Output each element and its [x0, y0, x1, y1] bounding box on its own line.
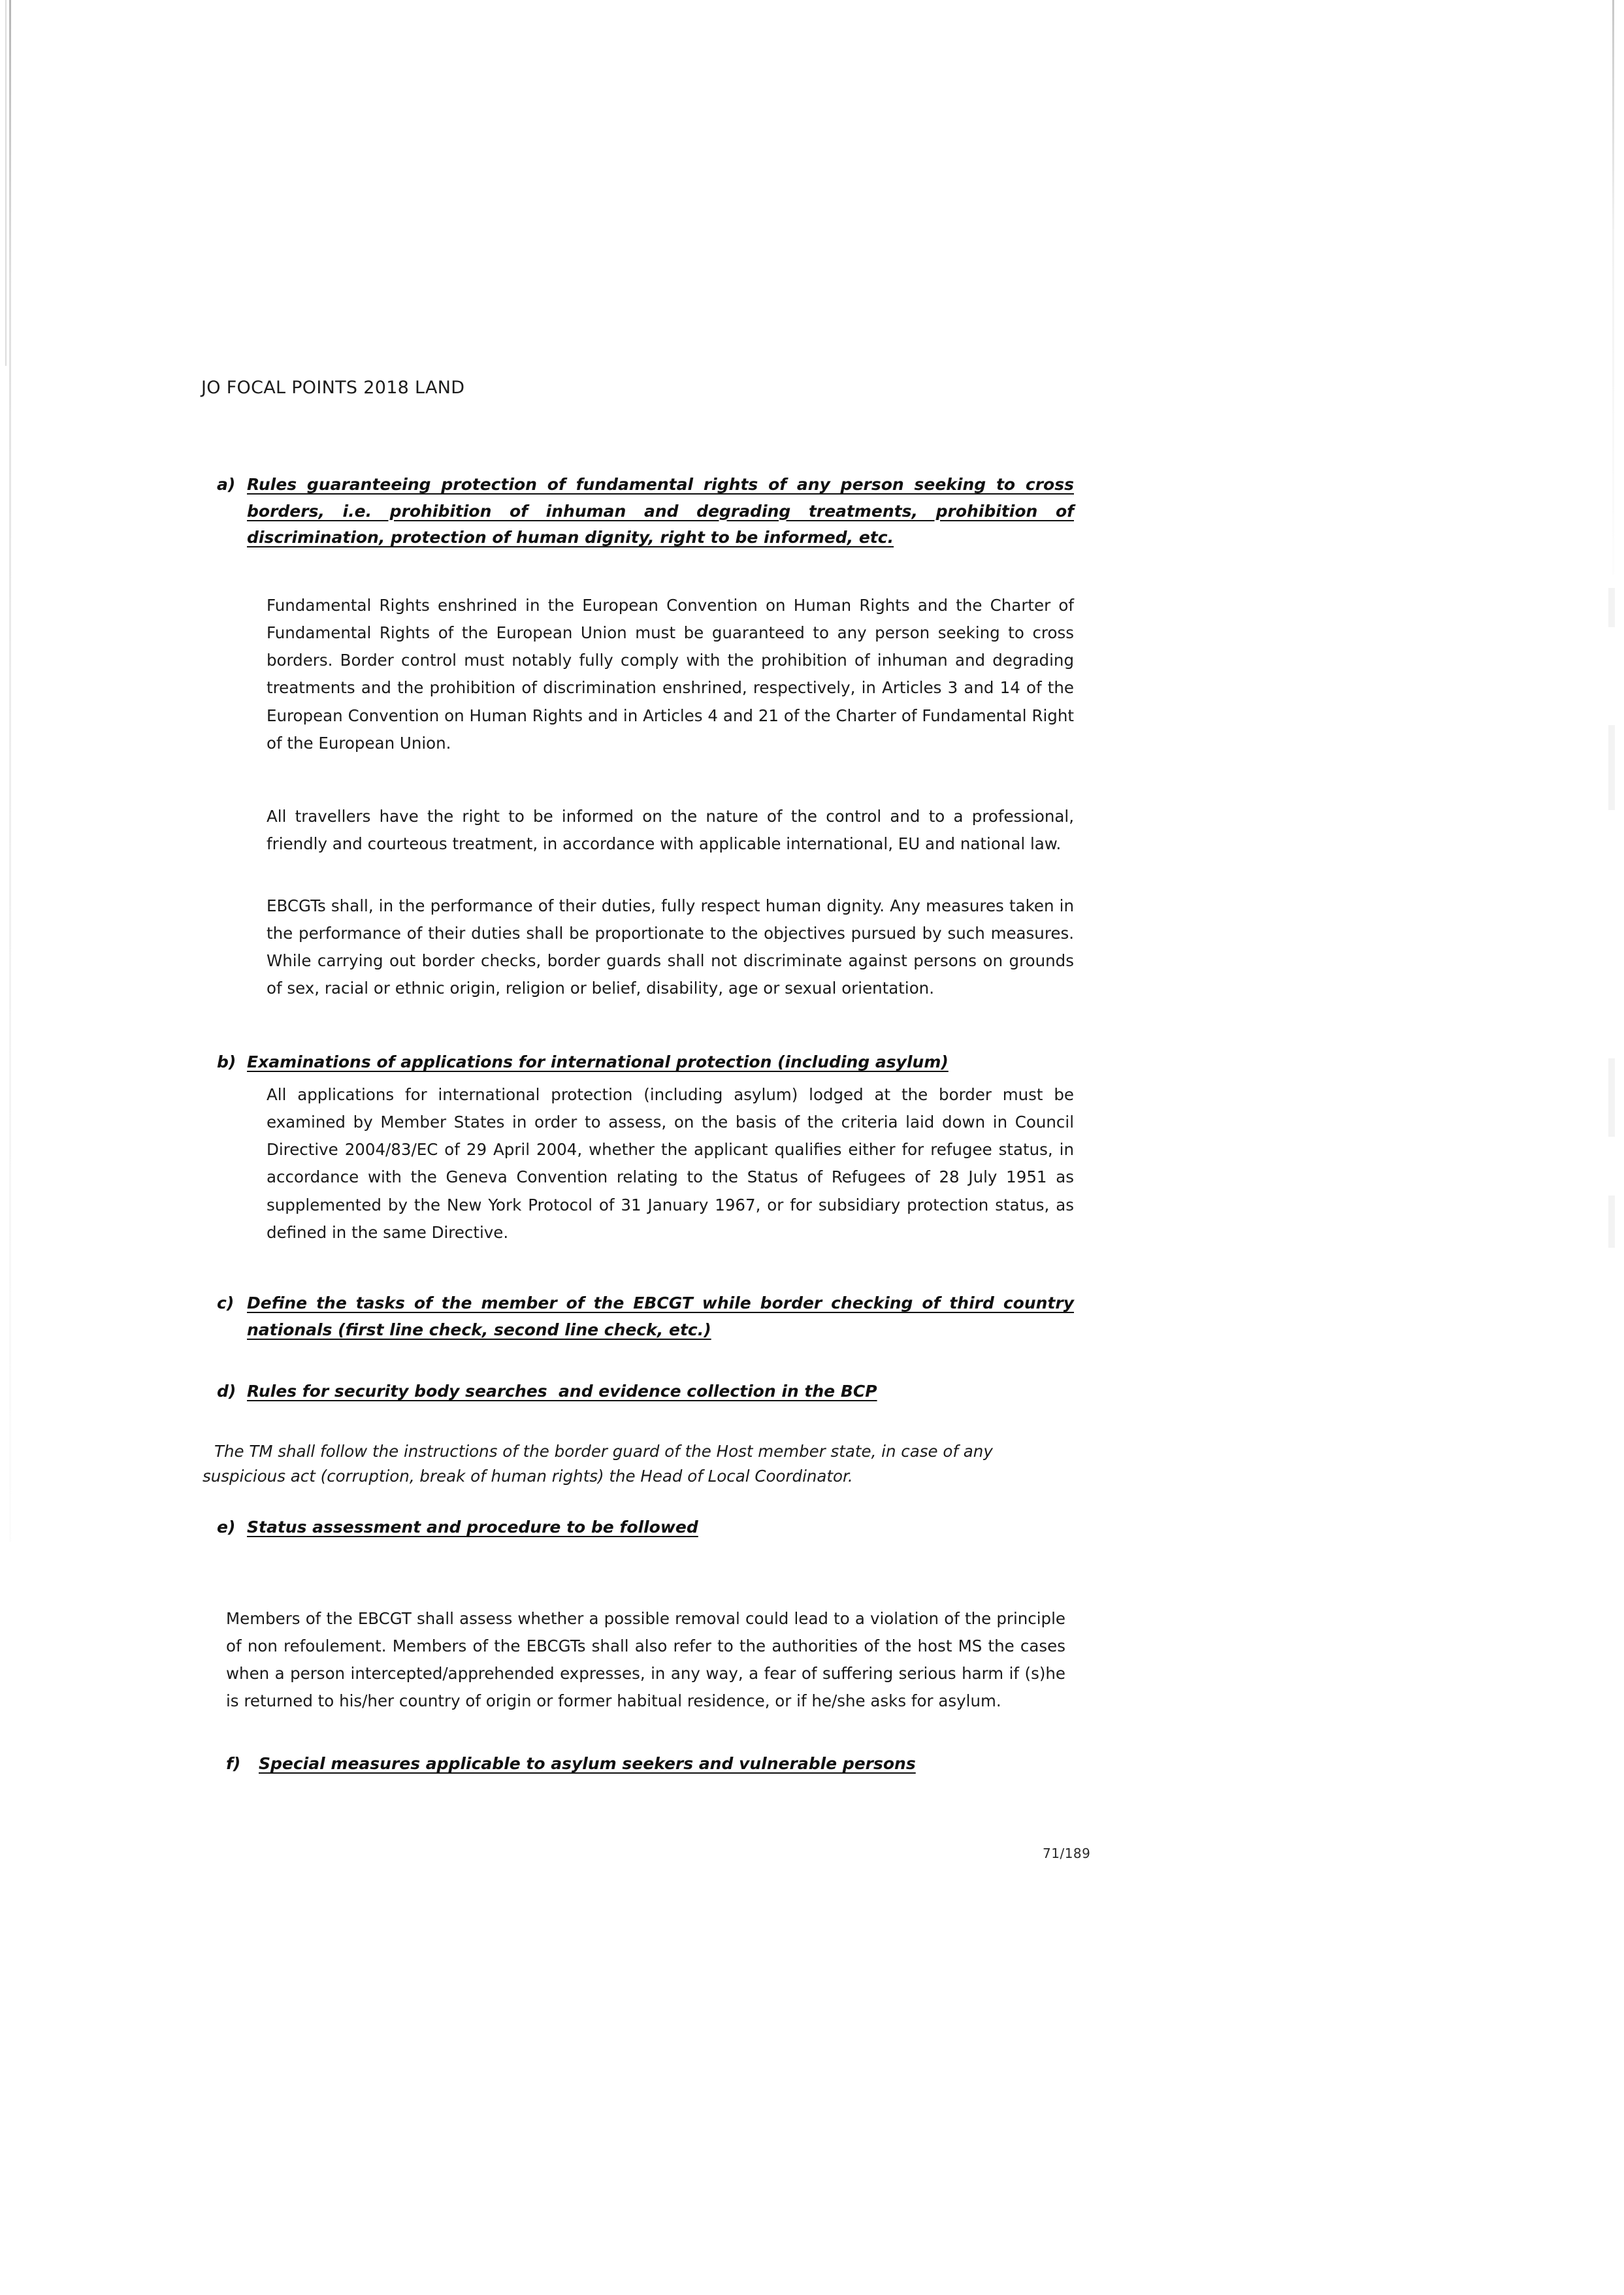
section-heading-b: Examinations of applications for international protection (including asylum) — [247, 1052, 949, 1071]
scan-artifact-right-edge — [1612, 0, 1614, 575]
section-item-e — [217, 1514, 1074, 1541]
scan-artifact-left-edge-secondary — [5, 0, 7, 366]
section-a-paragraph-2: All travellers have the right to be informed on the nature of the control and to a professional, friendly and courteous treatment, in accordance with applicable international, EU and national law. — [267, 807, 1074, 854]
section-heading-c: Define the tasks of the member of the EBCGT while border checking of third country nationals (first line check, second line check, etc.) — [247, 1294, 1074, 1339]
section-e-paragraph-1: Members of the EBCGT shall assess whether a possible removal could lead to a violation of the principle of non refoulement. Members of the EBCGTs shall also refer to the authorities of the host MS the cases when a person intercepted/apprehended expresses, in any way, a fear of suffering serious harm if (s)he is returned to his/her country of origin or former habitual residence, or if he/she asks for asylum. — [226, 1609, 1065, 1711]
section-heading-d: Rules for security body searches and evidence collection in the BCP — [247, 1382, 877, 1401]
section-heading-e: Status assessment and procedure to be followed — [247, 1518, 698, 1537]
section-heading-f: Special measures applicable to asylum seekers and vulnerable persons — [259, 1754, 916, 1773]
list-marker-a: a) — [217, 475, 236, 494]
section-item-d — [217, 1378, 1074, 1405]
section-a-paragraph-3: EBCGTs shall, in the performance of their duties, fully respect human dignity. Any measures taken in the performance of their duties shall be proportionate to the objectives pursued by such measures. While carrying out border checks, border guards shall not discriminate against persons on grounds of sex, racial or ethnic origin, religion or belief, disability, age or sexual orientation. — [267, 896, 1074, 998]
section-heading-a: Rules guaranteeing protection of fundamental rights of any person seeking to cross borders, i.e. prohibition of inhuman and degrading treatments, prohibition of discrimination, protection of human dignity, right to be informed, etc. — [247, 475, 1074, 547]
section-item-a — [217, 472, 1074, 551]
section-b-paragraph-1: All applications for international protection (including asylum) lodged at the border must be examined by Member States in order to assess, on the basis of the criteria laid down in Council Directive 2004/83/EC of 29 April 2004, whether the applicant qualifies either for refugee status, in accordance with the Geneva Convention relating to the Status of Refugees of 28 July 1951 as supplemented by the New York Protocol of 31 January 1967, or for subsidiary protection status, as defined in the same Directive. — [267, 1085, 1074, 1242]
list-marker-f: f) — [226, 1754, 241, 1773]
section-a-paragraph-1: Fundamental Rights enshrined in the European Convention on Human Rights and the Charter of Fundamental Rights of the European Union must be guaranteed to any person seeking to cross borders. Border control must notably fully comply with the prohibition of inhuman and degrading treatments and the prohibition of discrimination enshrined, respectively, in Articles 3 and 14 of the European Convention on Human Rights and in Articles 4 and 21 of the Charter of Fundamental Right of the European Union. — [267, 596, 1074, 753]
scan-artifact-right-blob-b — [1608, 725, 1615, 810]
list-marker-d: d) — [217, 1382, 236, 1401]
page-number-footer: 71/189 — [1043, 1846, 1091, 1861]
section-item-f — [226, 1751, 1075, 1778]
scan-artifact-right-blob-a — [1608, 588, 1615, 627]
section-item-c — [217, 1290, 1074, 1343]
scan-artifact-left-edge — [9, 0, 11, 1542]
list-marker-e: e) — [217, 1518, 236, 1537]
list-marker-b: b) — [217, 1052, 236, 1071]
list-marker-c: c) — [217, 1294, 235, 1312]
scan-artifact-right-blob-d — [1608, 1196, 1615, 1248]
scan-artifact-right-blob-c — [1608, 1058, 1615, 1137]
document-running-header: JO FOCAL POINTS 2018 LAND — [201, 378, 465, 398]
section-item-b — [217, 1049, 1074, 1076]
standalone-note-paragraph: The TM shall follow the instructions of the border guard of the Host member state, in case of any suspicious act (corruption, break of human rights) the Head of Local Coordinator. — [203, 1442, 993, 1486]
